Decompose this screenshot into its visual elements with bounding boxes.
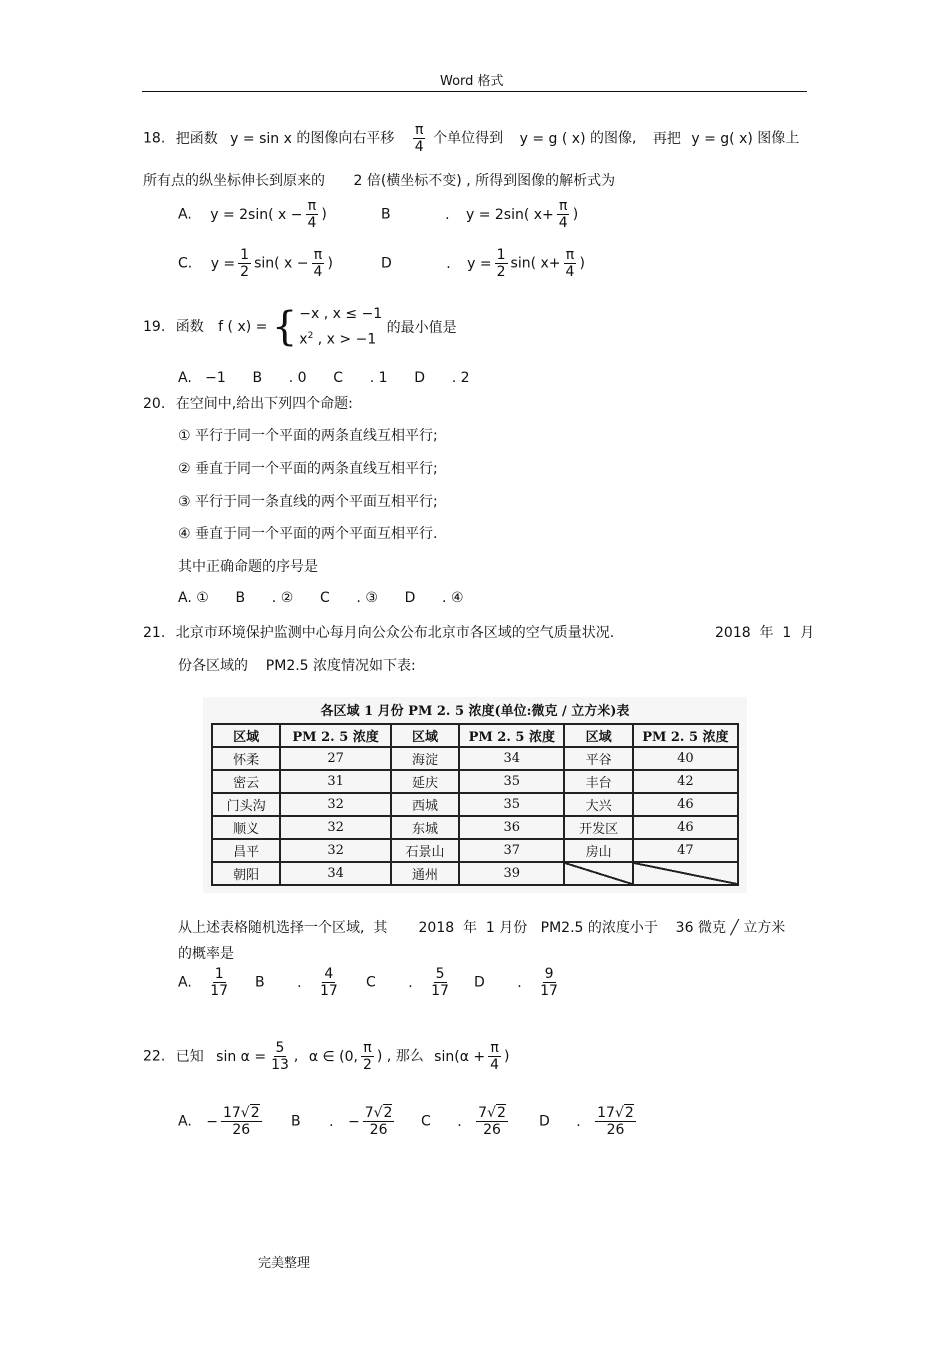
q22-option-b	[291, 1105, 397, 1138]
table-cell: 39	[459, 862, 564, 885]
table-cell: 34	[459, 747, 564, 770]
q18-text: 图像上	[757, 130, 800, 147]
q19-formula: f ( x) =	[218, 318, 268, 335]
option-label: D	[539, 1113, 550, 1130]
table-cell-empty	[564, 862, 632, 885]
q22-formula: )	[504, 1048, 510, 1065]
q21-after2: 的概率是	[178, 946, 234, 962]
q22-stem	[143, 1040, 510, 1073]
table-cell: 大兴	[564, 793, 632, 816]
option-dot: .	[446, 255, 451, 272]
q20-item: ④ 垂直于同一个平面的两个平面互相平行.	[178, 526, 438, 542]
brace-icon: {	[271, 303, 298, 350]
q18-option-b	[381, 198, 578, 231]
fraction: $\frac{\pi}{2}$	[362, 1040, 372, 1074]
q21-option-d	[474, 966, 563, 999]
q20-number: 20.	[143, 396, 166, 412]
option-label: C	[366, 974, 376, 991]
q19-stem	[143, 303, 457, 351]
option-formula: y =	[210, 255, 236, 272]
table-cell: 丰台	[564, 770, 632, 793]
option-formula: y = 2sin( x+	[465, 206, 554, 223]
q18-text: 个单位得到	[433, 130, 504, 147]
header-rule	[142, 91, 807, 92]
table-cell: 怀柔	[212, 747, 280, 770]
table-cell: 32	[280, 839, 390, 862]
table-cell: 平谷	[564, 747, 632, 770]
table-cell: 门头沟	[212, 793, 280, 816]
table-cell: 房山	[564, 839, 632, 862]
option-formula: )	[327, 255, 333, 272]
option-dot: .	[457, 1113, 462, 1130]
page-header: Word 格式	[440, 74, 504, 89]
table-cell: 47	[633, 839, 738, 862]
column-header: PM 2. 5 浓度	[633, 724, 738, 747]
q18-line1	[143, 122, 799, 155]
table-cell: 37	[459, 839, 564, 862]
table-cell: 开发区	[564, 816, 632, 839]
piecewise-cases: −x , x ≤ −1 $x^2$ , x > −1	[299, 306, 383, 348]
q22-formula: α ∈ (0,	[308, 1048, 358, 1065]
q21-line2: 份各区域的 PM2.5 浓度情况如下表:	[178, 658, 416, 674]
table-cell: 石景山	[391, 839, 459, 862]
q22-option-c	[421, 1105, 511, 1138]
table-caption: 各区域 1 月份 PM 2. 5 浓度(单位:微克 / 立方米)表	[320, 704, 630, 719]
q21-text: 北京市环境保护监测中心每月向公众公布北京市各区域的空气质量状况.	[175, 625, 615, 641]
q22-option-d	[539, 1105, 639, 1138]
q18-line2	[143, 170, 615, 190]
option-formula: y =	[467, 255, 492, 272]
q18-factor: 2	[353, 173, 363, 189]
table-cell: 46	[633, 793, 738, 816]
table-row	[212, 862, 738, 885]
q22-text: 已知	[175, 1048, 204, 1065]
table-cell: 西城	[391, 793, 459, 816]
q19-number: 19.	[143, 318, 166, 335]
column-header: 区域	[564, 724, 632, 747]
table-cell: 31	[280, 770, 390, 793]
fraction: $\frac{1}{17}$	[210, 966, 229, 1000]
q18-text: 再把	[652, 130, 681, 147]
option-sign: −	[347, 1113, 360, 1130]
q19-options: A. −1 B . 0 C . 1 D . 2	[178, 370, 470, 386]
option-label: D	[381, 255, 392, 272]
table-cell: 40	[633, 747, 738, 770]
table-cell: 32	[280, 816, 390, 839]
option-formula: )	[572, 206, 579, 223]
option-dot: .	[517, 974, 522, 991]
option-sign: −	[206, 1113, 218, 1130]
option-dot: .	[576, 1113, 581, 1130]
q18-text: 所有点的纵坐标伸长到原来的	[143, 173, 325, 189]
q22-text: ) , 那么	[376, 1048, 424, 1065]
q18-option-c	[178, 247, 333, 280]
option-formula: sin( x −	[254, 255, 309, 272]
option-label: B	[255, 974, 265, 991]
q22-formula: sin α =	[216, 1048, 267, 1065]
table-cell: 35	[459, 770, 564, 793]
option-label: A.	[178, 1113, 192, 1130]
column-header: 区域	[212, 724, 280, 747]
option-label: A.	[178, 206, 192, 223]
option-formula: y = 2sin( x −	[210, 206, 303, 223]
q21-option-c	[366, 966, 454, 999]
table-cell: 46	[633, 816, 738, 839]
fraction: $\frac{\pi}{4}$	[490, 1040, 500, 1074]
option-label: C.	[178, 255, 193, 272]
q18-text: 的图像向右平移	[296, 130, 395, 147]
fraction: $\frac{7√2}{26}$	[364, 1105, 393, 1139]
option-label: D	[474, 974, 485, 991]
table-cell: 36	[459, 816, 564, 839]
table-row	[212, 816, 738, 839]
q18-option-d	[381, 247, 585, 280]
q18-formula: y = g ( x)	[519, 130, 586, 147]
table-cell: 35	[459, 793, 564, 816]
q22-comma: ,	[293, 1048, 299, 1065]
pm25-table	[211, 723, 739, 886]
pm25-table-image	[203, 697, 747, 893]
table-header-row	[212, 724, 738, 747]
table-cell: 27	[280, 747, 390, 770]
table-cell: 东城	[391, 816, 459, 839]
table-row	[212, 793, 738, 816]
option-formula: sin( x+	[510, 255, 561, 272]
q21-number: 21.	[143, 625, 166, 641]
q18-fraction: $\frac{\pi}{4}$	[414, 122, 424, 156]
q18-text: 把函数	[175, 130, 218, 147]
q21-option-a	[178, 966, 233, 999]
table-cell: 海淀	[391, 747, 459, 770]
q21-line1	[143, 622, 614, 642]
option-formula: )	[579, 255, 585, 272]
table-cell: 通州	[391, 862, 459, 885]
fraction: $\frac{\pi}{4}$	[565, 247, 575, 281]
q21-line1-date: 2018 年 1 月	[715, 625, 815, 641]
q18-number: 18.	[143, 130, 166, 147]
q20-text: 在空间中,给出下列四个命题:	[175, 396, 353, 412]
q20-ask: 其中正确命题的序号是	[178, 559, 318, 575]
q20-options: A. ① B . ② C . ③ D . ④	[178, 590, 464, 606]
column-header: PM 2. 5 浓度	[459, 724, 564, 747]
q18-text: 的图像,	[590, 130, 637, 147]
table-row	[212, 839, 738, 862]
page-footer: 完美整理	[258, 1256, 311, 1271]
fraction: $\frac{7√2}{26}$	[478, 1105, 506, 1139]
fraction: $\frac{\pi}{4}$	[313, 247, 323, 281]
option-dot: .	[445, 206, 450, 223]
table-cell: 延庆	[391, 770, 459, 793]
fraction: $\frac{9}{17}$	[540, 966, 558, 1000]
option-label: B	[381, 206, 391, 223]
fraction: $\frac{4}{17}$	[319, 966, 338, 1000]
q22-formula: sin(α +	[434, 1048, 486, 1065]
option-label: B	[291, 1113, 301, 1130]
table-cell: 顺义	[212, 816, 280, 839]
option-dot: .	[408, 974, 413, 991]
fraction: $\frac{5}{17}$	[431, 966, 449, 1000]
table-cell: 42	[633, 770, 738, 793]
fraction: $\frac{\pi}{4}$	[558, 198, 568, 232]
option-formula: )	[321, 206, 327, 223]
table-cell-empty	[633, 862, 738, 885]
table-cell: 密云	[212, 770, 280, 793]
q18-formula: y = sin x	[230, 130, 292, 147]
table-cell: 朝阳	[212, 862, 280, 885]
q19-text: 函数	[175, 318, 204, 335]
q22-option-a	[178, 1105, 265, 1138]
option-dot: .	[329, 1113, 334, 1130]
q20-item: ① 平行于同一个平面的两条直线互相平行;	[178, 428, 438, 444]
q20-item: ② 垂直于同一个平面的两条直线互相平行;	[178, 461, 438, 477]
column-header: 区域	[391, 724, 459, 747]
table-cell: 34	[280, 862, 390, 885]
q22-number: 22.	[143, 1048, 166, 1065]
fraction: $\frac{17√2}{26}$	[222, 1105, 260, 1139]
option-dot: .	[297, 974, 302, 991]
q18-formula: y = g( x)	[691, 130, 753, 147]
table-row	[212, 747, 738, 770]
q18-text: 倍(横坐标不变) , 所得到图像的解析式为	[366, 173, 616, 189]
q19-text: 的最小值是	[386, 319, 457, 336]
q21-after1: 从上述表格随机选择一个区域, 其 2018 年 1 月份 PM2.5 的浓度小于 36 微克 ╱ 立方米	[178, 920, 786, 936]
column-header: PM 2. 5 浓度	[280, 724, 390, 747]
table-cell: 32	[280, 793, 390, 816]
fraction: $\frac{1}{2}$	[496, 247, 506, 281]
fraction: $\frac{1}{2}$	[240, 247, 250, 281]
q21-option-b	[255, 966, 343, 999]
fraction: $\frac{5}{13}$	[271, 1040, 289, 1074]
q18-option-a	[178, 198, 327, 231]
fraction: $\frac{\pi}{4}$	[307, 198, 317, 232]
table-cell: 昌平	[212, 839, 280, 862]
option-label: C	[421, 1113, 431, 1130]
q20-item: ③ 平行于同一条直线的两个平面互相平行;	[178, 494, 438, 510]
fraction: $\frac{17√2}{26}$	[597, 1105, 634, 1139]
q20-stem	[143, 393, 353, 413]
table-row	[212, 770, 738, 793]
option-label: A.	[178, 974, 192, 991]
